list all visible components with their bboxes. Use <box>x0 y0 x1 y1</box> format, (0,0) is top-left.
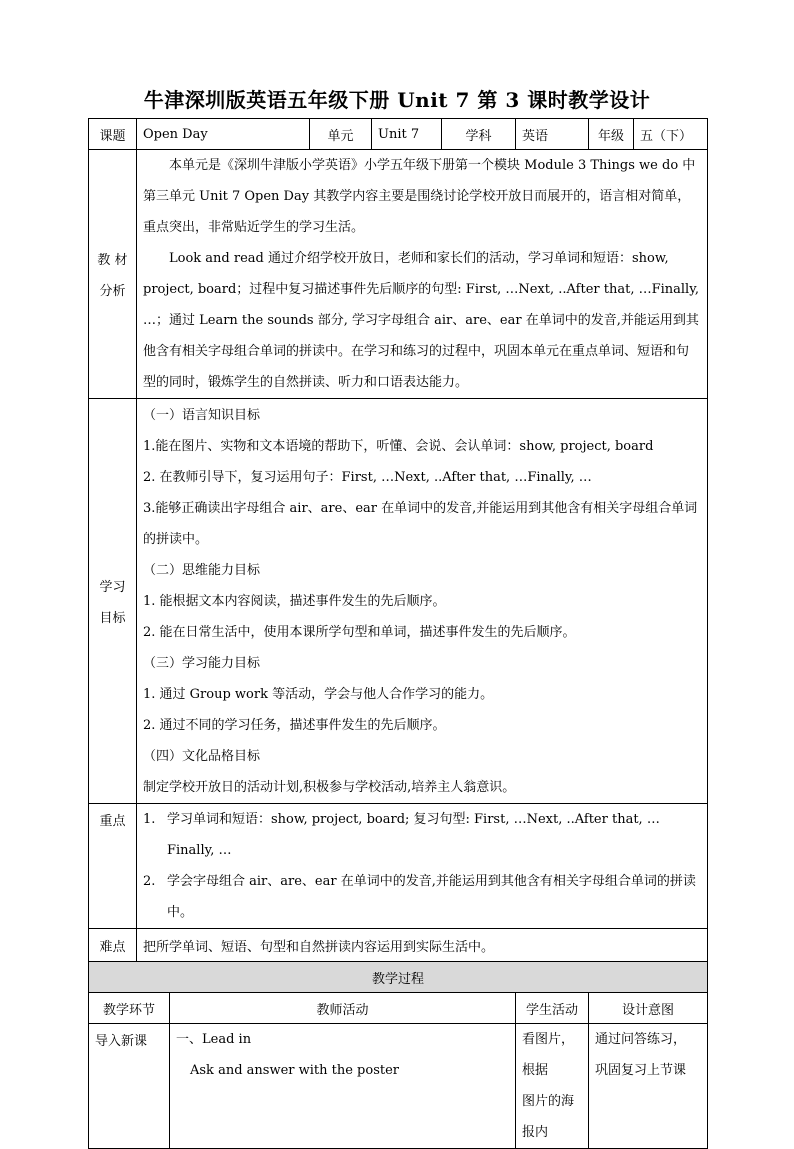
header-row <box>89 119 708 150</box>
objective-line: 1.能在图片、实物和文本语境的帮助下，听懂、会说、会认单词：show, project, board <box>143 438 654 454</box>
key-points-row <box>89 804 708 929</box>
key-point-2-number: 2. <box>143 874 156 889</box>
analysis-paragraph-2: Look and read 通过介绍学校开放日，老师和家长们的活动，学习单词和短语：show, project, board；过程中复习描述事件先后顺序的句型: First, …Next, ..After that, …Finally, …；通过 Learn the sounds 部分, 学习字母组合 air、are、ear 在单词中的发音,并能运用到其他含有相关字母组合单词的拼读中。在学习和练习的过程中，巩固本单元在重点单词、短语和句型的同时，锻炼学生的自然拼读、听力和口语表达能力。 <box>143 251 699 390</box>
grade-value: 五（下） <box>634 119 708 150</box>
objectives-content <box>137 399 708 804</box>
key-point-1-number: 1. <box>143 812 156 827</box>
topic-value: Open Day <box>137 119 310 150</box>
process-heading-row <box>89 962 708 993</box>
subject-label: 学科 <box>442 119 516 150</box>
key-points-label: 重点 <box>89 804 137 929</box>
unit-label: 单元 <box>310 119 372 150</box>
document-title: 牛津深圳版英语五年级下册 Unit 7 第 3 课时教学设计 <box>143 88 651 112</box>
difficulty-label: 难点 <box>89 929 137 962</box>
row1-intent: 通过问答练习， 巩固复习上节课 <box>589 1024 708 1149</box>
col-student: 学生活动 <box>516 993 589 1024</box>
process-row-1 <box>89 1024 708 1149</box>
row1-stage: 导入新课 <box>89 1024 170 1149</box>
objective-line: 2. 能在日常生活中，使用本课所学句型和单词，描述事件发生的先后顺序。 <box>143 624 576 640</box>
objectives-label: 学习 目标 <box>89 399 137 804</box>
lesson-plan-table <box>88 118 708 1149</box>
difficulty-row <box>89 929 708 962</box>
objective-line: 2. 在教师引导下，复习运用句子：First, …Next, ..After that, …Finally, … <box>143 469 592 485</box>
objective-line: （四）文化品格目标 <box>143 748 261 764</box>
key-point-1-text: 学习单词和短语：show, project, board; 复习句型: First, …Next, ..After that, …Finally, … <box>167 812 660 858</box>
key-point-2 <box>143 866 701 928</box>
col-intent: 设计意图 <box>589 993 708 1024</box>
objective-line: 2. 通过不同的学习任务，描述事件发生的先后顺序。 <box>143 717 446 733</box>
key-points-content <box>137 804 708 929</box>
analysis-paragraph-1: 本单元是《深圳牛津版小学英语》小学五年级下册第一个模块 Module 3 Things we do 中第三单元 Unit 7 Open Day 其教学内容主要是围绕讨论学校开放日而展开的，语言相对简单，重点突出，非常贴近学生的学习生活。 <box>143 158 696 235</box>
objective-line: （二）思维能力目标 <box>143 562 261 578</box>
subject-value: 英语 <box>516 119 589 150</box>
key-point-2-text: 学会字母组合 air、are、ear 在单词中的发音,并能运用到其他含有相关字母组合单词的拼读中。 <box>167 874 696 920</box>
objective-line: 1. 能根据文本内容阅读，描述事件发生的先后顺序。 <box>143 593 446 609</box>
process-heading: 教学过程 <box>89 962 708 993</box>
objective-line: （一）语言知识目标 <box>143 407 261 423</box>
objective-line: 1. 通过 Group work 等活动，学会与他人合作学习的能力。 <box>143 686 494 702</box>
objectives-row <box>89 399 708 804</box>
row1-teacher: 一、Lead in Ask and answer with the poster <box>170 1024 516 1149</box>
unit-value: Unit 7 <box>372 119 442 150</box>
process-columns-row <box>89 993 708 1024</box>
objective-line: 制定学校开放日的活动计划,积极参与学校活动,培养主人翁意识。 <box>143 779 516 795</box>
col-teacher: 教师活动 <box>170 993 516 1024</box>
difficulty-text: 把所学单词、短语、句型和自然拼读内容运用到实际生活中。 <box>137 929 708 962</box>
analysis-content <box>137 150 708 399</box>
row1-student: 看图片，根据 图片的海报内 <box>516 1024 589 1149</box>
analysis-label: 教 材 分析 <box>89 150 137 399</box>
topic-label: 课题 <box>89 119 137 150</box>
grade-label: 年级 <box>589 119 634 150</box>
analysis-row <box>89 150 708 399</box>
objective-line: （三）学习能力目标 <box>143 655 261 671</box>
col-stage: 教学环节 <box>89 993 170 1024</box>
objective-line: 3.能够正确读出字母组合 air、are、ear 在单词中的发音,并能运用到其他含有相关字母组合单词的拼读中。 <box>143 500 698 547</box>
key-point-1 <box>143 804 701 866</box>
